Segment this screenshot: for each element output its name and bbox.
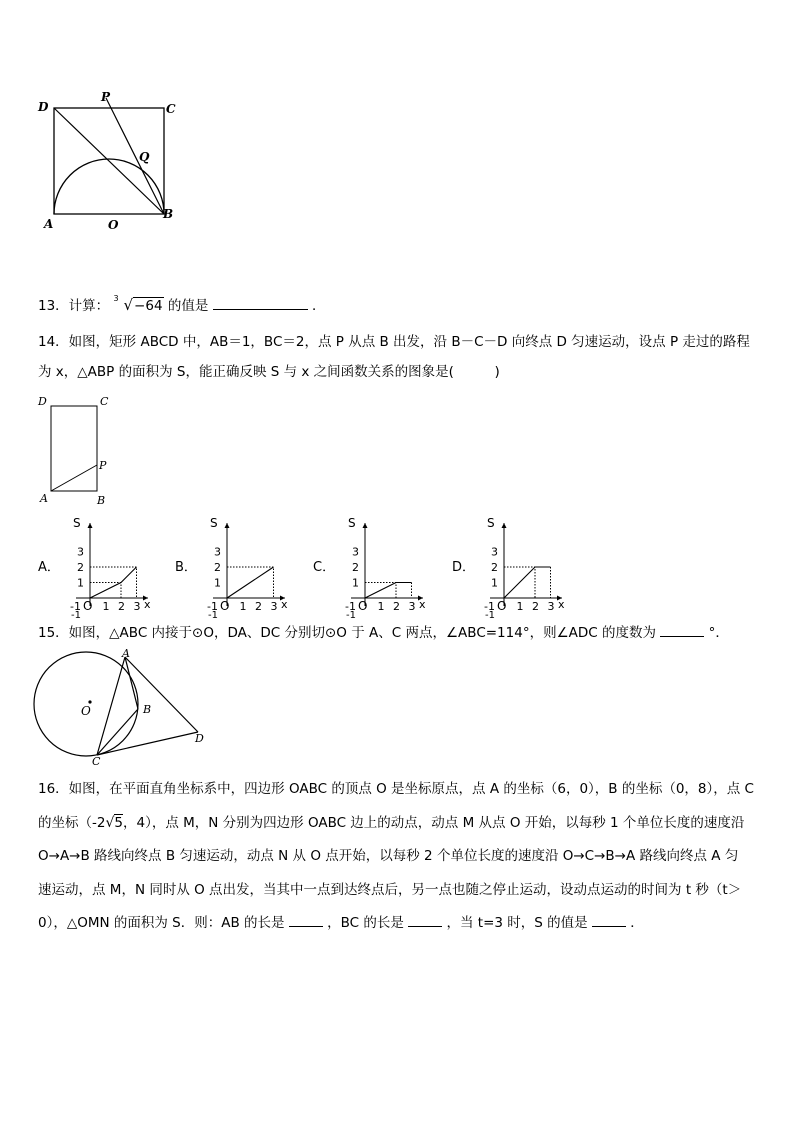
label-D: D xyxy=(38,100,49,114)
q15-end: °． xyxy=(708,625,729,641)
y-axis-name: S xyxy=(210,516,218,530)
label-O: O xyxy=(108,218,119,232)
y-tick: 3 xyxy=(491,545,498,559)
option-graph-d[interactable] xyxy=(474,512,569,621)
q16-line5-b: ，BC 的长是 xyxy=(327,915,404,931)
y-axis-name: S xyxy=(73,516,81,530)
root-index: 3 xyxy=(113,294,119,303)
answer-blank[interactable] xyxy=(660,622,704,637)
x-axis-name: x xyxy=(419,598,426,611)
x-tick: 3 xyxy=(408,600,416,613)
q16-line2-start: 的坐标（-2 xyxy=(38,814,106,831)
x-neg-tick: -1 xyxy=(484,600,495,613)
rect-label-D: D xyxy=(38,395,47,408)
y-neg-tick: -1 xyxy=(71,610,81,621)
y-axis-name: S xyxy=(348,516,356,530)
label-Q: Q xyxy=(139,150,150,164)
question-15 xyxy=(38,618,729,648)
option-label-a[interactable]: A． xyxy=(38,560,60,575)
x-tick: 1 xyxy=(102,600,110,613)
circle-label-B: B xyxy=(143,703,152,716)
option-graph-b[interactable] xyxy=(197,512,292,621)
q14-line1: 14．如图，矩形 ABCD 中，AB＝1，BC＝2，点 P 从点 B 出发，沿 B－C－D 向终点 D 匀速运动，设点 P 走过的路程 xyxy=(38,334,750,350)
rect-label-P: P xyxy=(99,459,107,472)
question-16 xyxy=(38,773,783,941)
x-axis-name: x xyxy=(144,598,151,611)
q16-line3: O→A→B 路线向终点 B 匀速运动，动点 N 从 O 点开始，以每秒 2 个单位长度的速度沿 O→C→B→A 路线向终点 A 匀 xyxy=(38,848,739,864)
y-axis-name: S xyxy=(487,516,495,530)
option-graph-a[interactable] xyxy=(60,512,155,621)
q16-line5-a: 0），△OMN 的面积为 S．则：AB 的长是 xyxy=(38,915,285,931)
radicand: −64 xyxy=(134,298,163,314)
x-axis-name: x xyxy=(558,598,565,611)
q16-line4: 速运动，点 M，N 同时从 O 点出发，当其中一点到达终点后，另一点也随之停止运动，设动点运动的时间为 t 秒（t＞ xyxy=(38,881,742,898)
origin: O xyxy=(497,599,507,613)
y-tick: 1 xyxy=(214,576,221,590)
x-neg-tick: -1 xyxy=(207,600,218,613)
option-label-d[interactable]: D． xyxy=(452,560,476,575)
origin: O xyxy=(220,599,230,613)
q13-number: 13．计算： xyxy=(38,298,110,314)
answer-blank-ab[interactable] xyxy=(289,912,323,927)
x-tick: 3 xyxy=(270,600,278,613)
y-neg-tick: -1 xyxy=(346,610,356,621)
y-tick: 3 xyxy=(214,545,221,559)
y-arrow xyxy=(363,523,368,528)
y-tick: 1 xyxy=(77,576,84,590)
cube-root: 3 √−64 xyxy=(113,290,163,321)
x-tick: 3 xyxy=(547,600,555,613)
x-neg-tick: -1 xyxy=(70,600,81,613)
y-tick: 1 xyxy=(352,576,359,590)
q16-line2: 的坐标（-2√5，4），点 M，N 分别为四边形 OABC 边上的动点，动点 M 从点 O 开始，以每秒 1 个单位长度的速度沿 xyxy=(38,814,745,831)
option-graph-c[interactable] xyxy=(335,512,430,621)
q15-text: 15．如图，△ABC 内接于⊙O，DA、DC 分别切⊙O 于 A、C 两点，∠ABC=114°，则∠ADC 的度数为 xyxy=(38,625,657,641)
q16-line1: 16．如图，在平面直角坐标系中，四边形 OABC 的顶点 O 是坐标原点，点 A 的坐标（6，0），B 的坐标（0，8），点 C xyxy=(38,781,754,797)
answer-blank-bc[interactable] xyxy=(408,912,442,927)
q13-end: ． xyxy=(311,298,326,314)
answer-blank[interactable] xyxy=(213,295,308,310)
label-B: B xyxy=(163,207,174,221)
y-tick: 2 xyxy=(214,561,221,574)
rect-label-B: B xyxy=(97,494,106,507)
q16-line2-end: ，4），点 M，N 分别为四边形 OABC 边上的动点，动点 M 从点 O 开始，以每秒 1 个单位长度的速度沿 xyxy=(122,814,745,831)
y-tick: 2 xyxy=(491,561,498,574)
x-axis-name: x xyxy=(281,598,288,611)
y-arrow xyxy=(88,523,93,528)
x-tick: 2 xyxy=(532,600,539,613)
graph-line xyxy=(504,567,551,598)
q16-line5-c: ，当 t=3 时，S 的值是 xyxy=(446,915,588,931)
sqrt-radicand: 5 xyxy=(114,814,123,831)
circle-label-O: O xyxy=(81,704,91,718)
y-tick: 3 xyxy=(77,545,84,559)
question-14 xyxy=(38,327,778,387)
x-tick: 2 xyxy=(393,600,400,613)
q13-suffix: 的值是 xyxy=(167,298,209,314)
circle-label-D: D xyxy=(195,732,204,745)
y-arrow xyxy=(502,523,507,528)
answer-blank-s[interactable] xyxy=(592,912,626,927)
label-A: A xyxy=(44,217,54,231)
x-tick: 1 xyxy=(239,600,247,613)
y-arrow xyxy=(225,523,230,528)
x-neg-tick: -1 xyxy=(345,600,356,613)
rect-label-C: C xyxy=(100,395,109,408)
y-tick: 1 xyxy=(491,576,498,590)
option-label-c[interactable]: C． xyxy=(313,560,336,575)
y-tick: 2 xyxy=(352,561,359,574)
q14-line2: 为 x，△ABP 的面积为 S，能正确反映 S 与 x 之间函数关系的图象是( ) xyxy=(38,364,500,380)
x-tick: 3 xyxy=(133,600,141,613)
question-13 xyxy=(38,290,325,321)
y-neg-tick: -1 xyxy=(485,610,495,621)
y-tick: 3 xyxy=(352,545,359,559)
origin: O xyxy=(358,599,368,613)
circle-label-C: C xyxy=(92,755,101,768)
y-tick: 2 xyxy=(77,561,84,574)
q16-line5-d: ． xyxy=(630,915,644,931)
q16-line5 xyxy=(38,907,783,941)
y-neg-tick: -1 xyxy=(208,610,218,621)
circle-tangent-figure xyxy=(30,648,220,773)
x-tick: 2 xyxy=(118,600,125,613)
x-tick: 1 xyxy=(516,600,524,613)
graph-line xyxy=(227,567,274,598)
x-tick: 2 xyxy=(255,600,262,613)
graph-line xyxy=(365,583,412,599)
origin: O xyxy=(83,599,93,613)
rect-label-A: A xyxy=(40,492,48,505)
label-P: P xyxy=(101,90,111,104)
label-C: C xyxy=(166,102,176,116)
x-tick: 1 xyxy=(377,600,385,613)
circle-label-A: A xyxy=(122,647,130,660)
option-label-b[interactable]: B． xyxy=(175,560,197,575)
